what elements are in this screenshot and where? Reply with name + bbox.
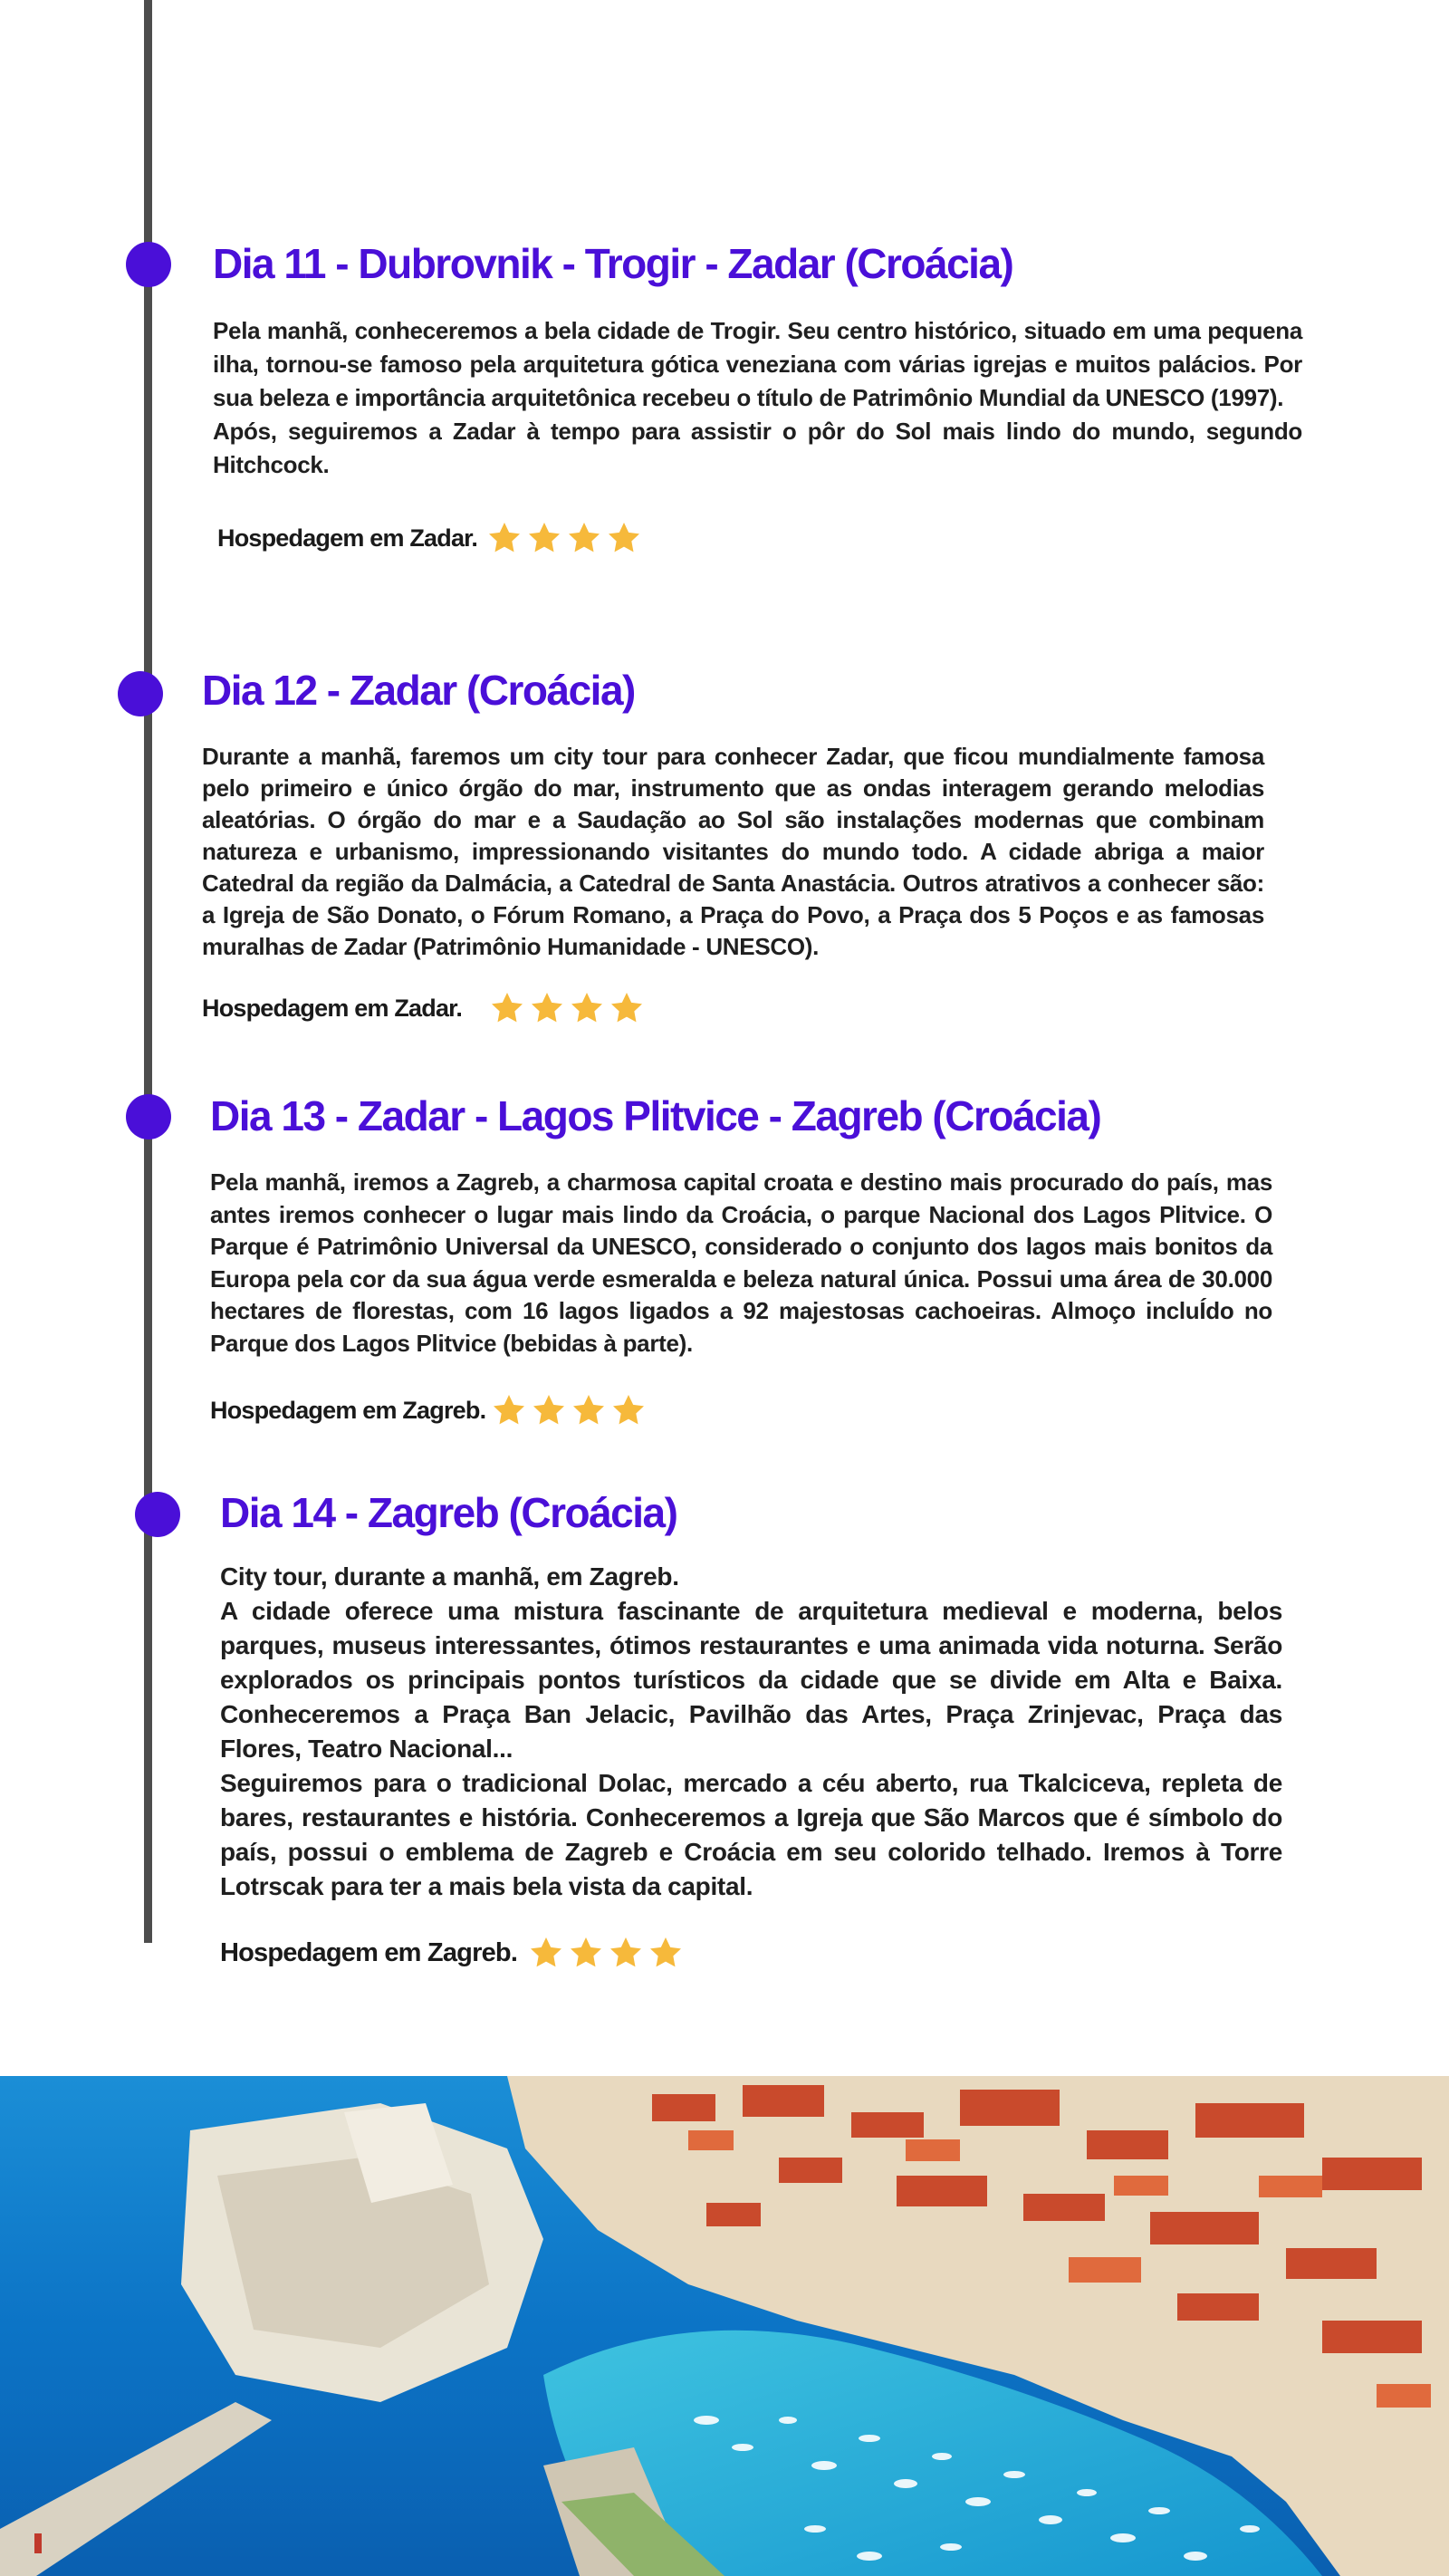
day-12-rating <box>489 990 648 1026</box>
day-14-rating <box>528 1935 687 1971</box>
day-14-paragraph-3: Seguiremos para o tradicional Dolac, mercado a céu aberto, rua Tkalciceva, repleta de bares, restaurantes e história. Conheceremos a Igreja que São Marcos que é símbolo do país, possui o emblema de Zagreb e Croácia em seu colorido telhado. Iremos à Torre Lotrscak para ter a mais bela vista da capital. <box>220 1769 1282 1900</box>
star-icon <box>491 1392 527 1428</box>
day-13-rating <box>491 1392 650 1428</box>
day-11-section <box>213 236 1302 556</box>
day-12-section <box>202 663 1264 1026</box>
star-icon <box>610 1392 647 1428</box>
star-icon <box>608 1935 644 1971</box>
star-icon <box>526 520 562 556</box>
star-icon <box>566 520 602 556</box>
star-icon <box>571 1392 607 1428</box>
star-icon <box>568 1935 604 1971</box>
day-14-lodging <box>220 1935 1282 1971</box>
day-13-lodging <box>210 1392 1272 1428</box>
star-icon <box>531 1392 567 1428</box>
day-14-paragraph-2: A cidade oferece uma mistura fascinante de arquitetura medieval e moderna, belos parques, museus interessantes, ótimos restaurantes e uma animada vida noturna. Serão explorados os principais pontos turísticos da cidade que se divide em Alta e Baixa. Conheceremos a Praça Ban Jelacic, Pavilhão das Artes, Praça Zrinjevac, Praça das Flores, Teatro Nacional... <box>220 1597 1282 1763</box>
star-icon <box>489 990 525 1026</box>
day-14-paragraph-1: City tour, durante a manhã, em Zagreb. <box>220 1562 679 1591</box>
day-14-section <box>220 1485 1282 1971</box>
timeline-dot-day-11 <box>126 242 171 287</box>
timeline-dot-day-13 <box>126 1094 171 1139</box>
star-icon <box>528 1935 564 1971</box>
day-14-lodging-text: Hospedagem em Zagreb. <box>220 1937 518 1967</box>
star-icon <box>529 990 565 1026</box>
star-icon <box>648 1935 684 1971</box>
star-icon <box>606 520 642 556</box>
day-12-paragraph-1: Durante a manhã, faremos um city tour para conhecer Zadar, que ficou mundialmente famosa pelo primeiro e único órgão do mar, instrumento que as ondas interagem gerando melodias aleatórias. O órgão do mar e a Saudação ao Sol são instalações modernas que combinam natureza e urbanismo, impressionando visitantes do mundo todo. A cidade abriga a maior Catedral da região da Dalmácia, a Catedral de Santa Anastácia. Outros atrativos a conhecer são: a Igreja de São Donato, o Fórum Romano, a Praça do Povo, a Praça dos 5 Poços e as famosas muralhas de Zadar (Patrimônio Humanidade - UNESCO). <box>202 743 1264 960</box>
day-11-lodging <box>213 520 1302 556</box>
day-12-title: Dia 12 - Zadar (Croácia) <box>202 667 635 714</box>
star-icon <box>609 990 645 1026</box>
day-14-title: Dia 14 - Zagreb (Croácia) <box>220 1489 677 1536</box>
day-11-lodging-text: Hospedagem em Zadar. <box>217 524 478 552</box>
day-11-rating <box>486 520 646 556</box>
dubrovnik-aerial-photo <box>0 2076 1449 2576</box>
timeline-dot-day-12 <box>118 671 163 716</box>
day-13-section <box>210 1089 1272 1428</box>
star-icon <box>486 520 523 556</box>
day-11-paragraph-1: Pela manhã, conheceremos a bela cidade de Trogir. Seu centro histórico, situado em uma pequena ilha, tornou-se famoso pela arquitetura gótica veneziana com várias igrejas e muitos palácios. Por sua beleza e importância arquitetônica recebeu o título de Patrimônio Mundial da UNESCO (1997). <box>213 317 1302 411</box>
day-12-lodging <box>202 990 1264 1026</box>
day-13-title: Dia 13 - Zadar - Lagos Plitvice - Zagreb (Croácia) <box>210 1092 1101 1139</box>
day-11-title: Dia 11 - Dubrovnik - Trogir - Zadar (Croácia) <box>213 240 1013 287</box>
day-13-lodging-text: Hospedagem em Zagreb. <box>210 1396 486 1424</box>
timeline-dot-day-14 <box>135 1492 180 1537</box>
day-13-paragraph-1: Pela manhã, iremos a Zagreb, a charmosa capital croata e destino mais procurado do país, mas antes iremos conhecer o lugar mais lindo da Croácia, o parque Nacional dos Lagos Plitvice. O Parque é Patrimônio Universal da UNESCO, considerado o conjunto dos lagos mais bonitos da Europa pela cor da sua água verde esmeralda e beleza natural única. Possui uma área de 30.000 hectares de florestas, com 16 lagos ligados a 92 majestosas cachoeiras. Almoço incluÍdo no Parque dos Lagos Plitvice (bebidas à parte). <box>210 1168 1272 1357</box>
star-icon <box>569 990 605 1026</box>
day-12-lodging-text: Hospedagem em Zadar. <box>202 994 463 1022</box>
timeline-line <box>144 0 152 1943</box>
day-11-paragraph-2: Após, seguiremos a Zadar à tempo para assistir o pôr do Sol mais lindo do mundo, segundo Hitchcock. <box>213 418 1302 478</box>
